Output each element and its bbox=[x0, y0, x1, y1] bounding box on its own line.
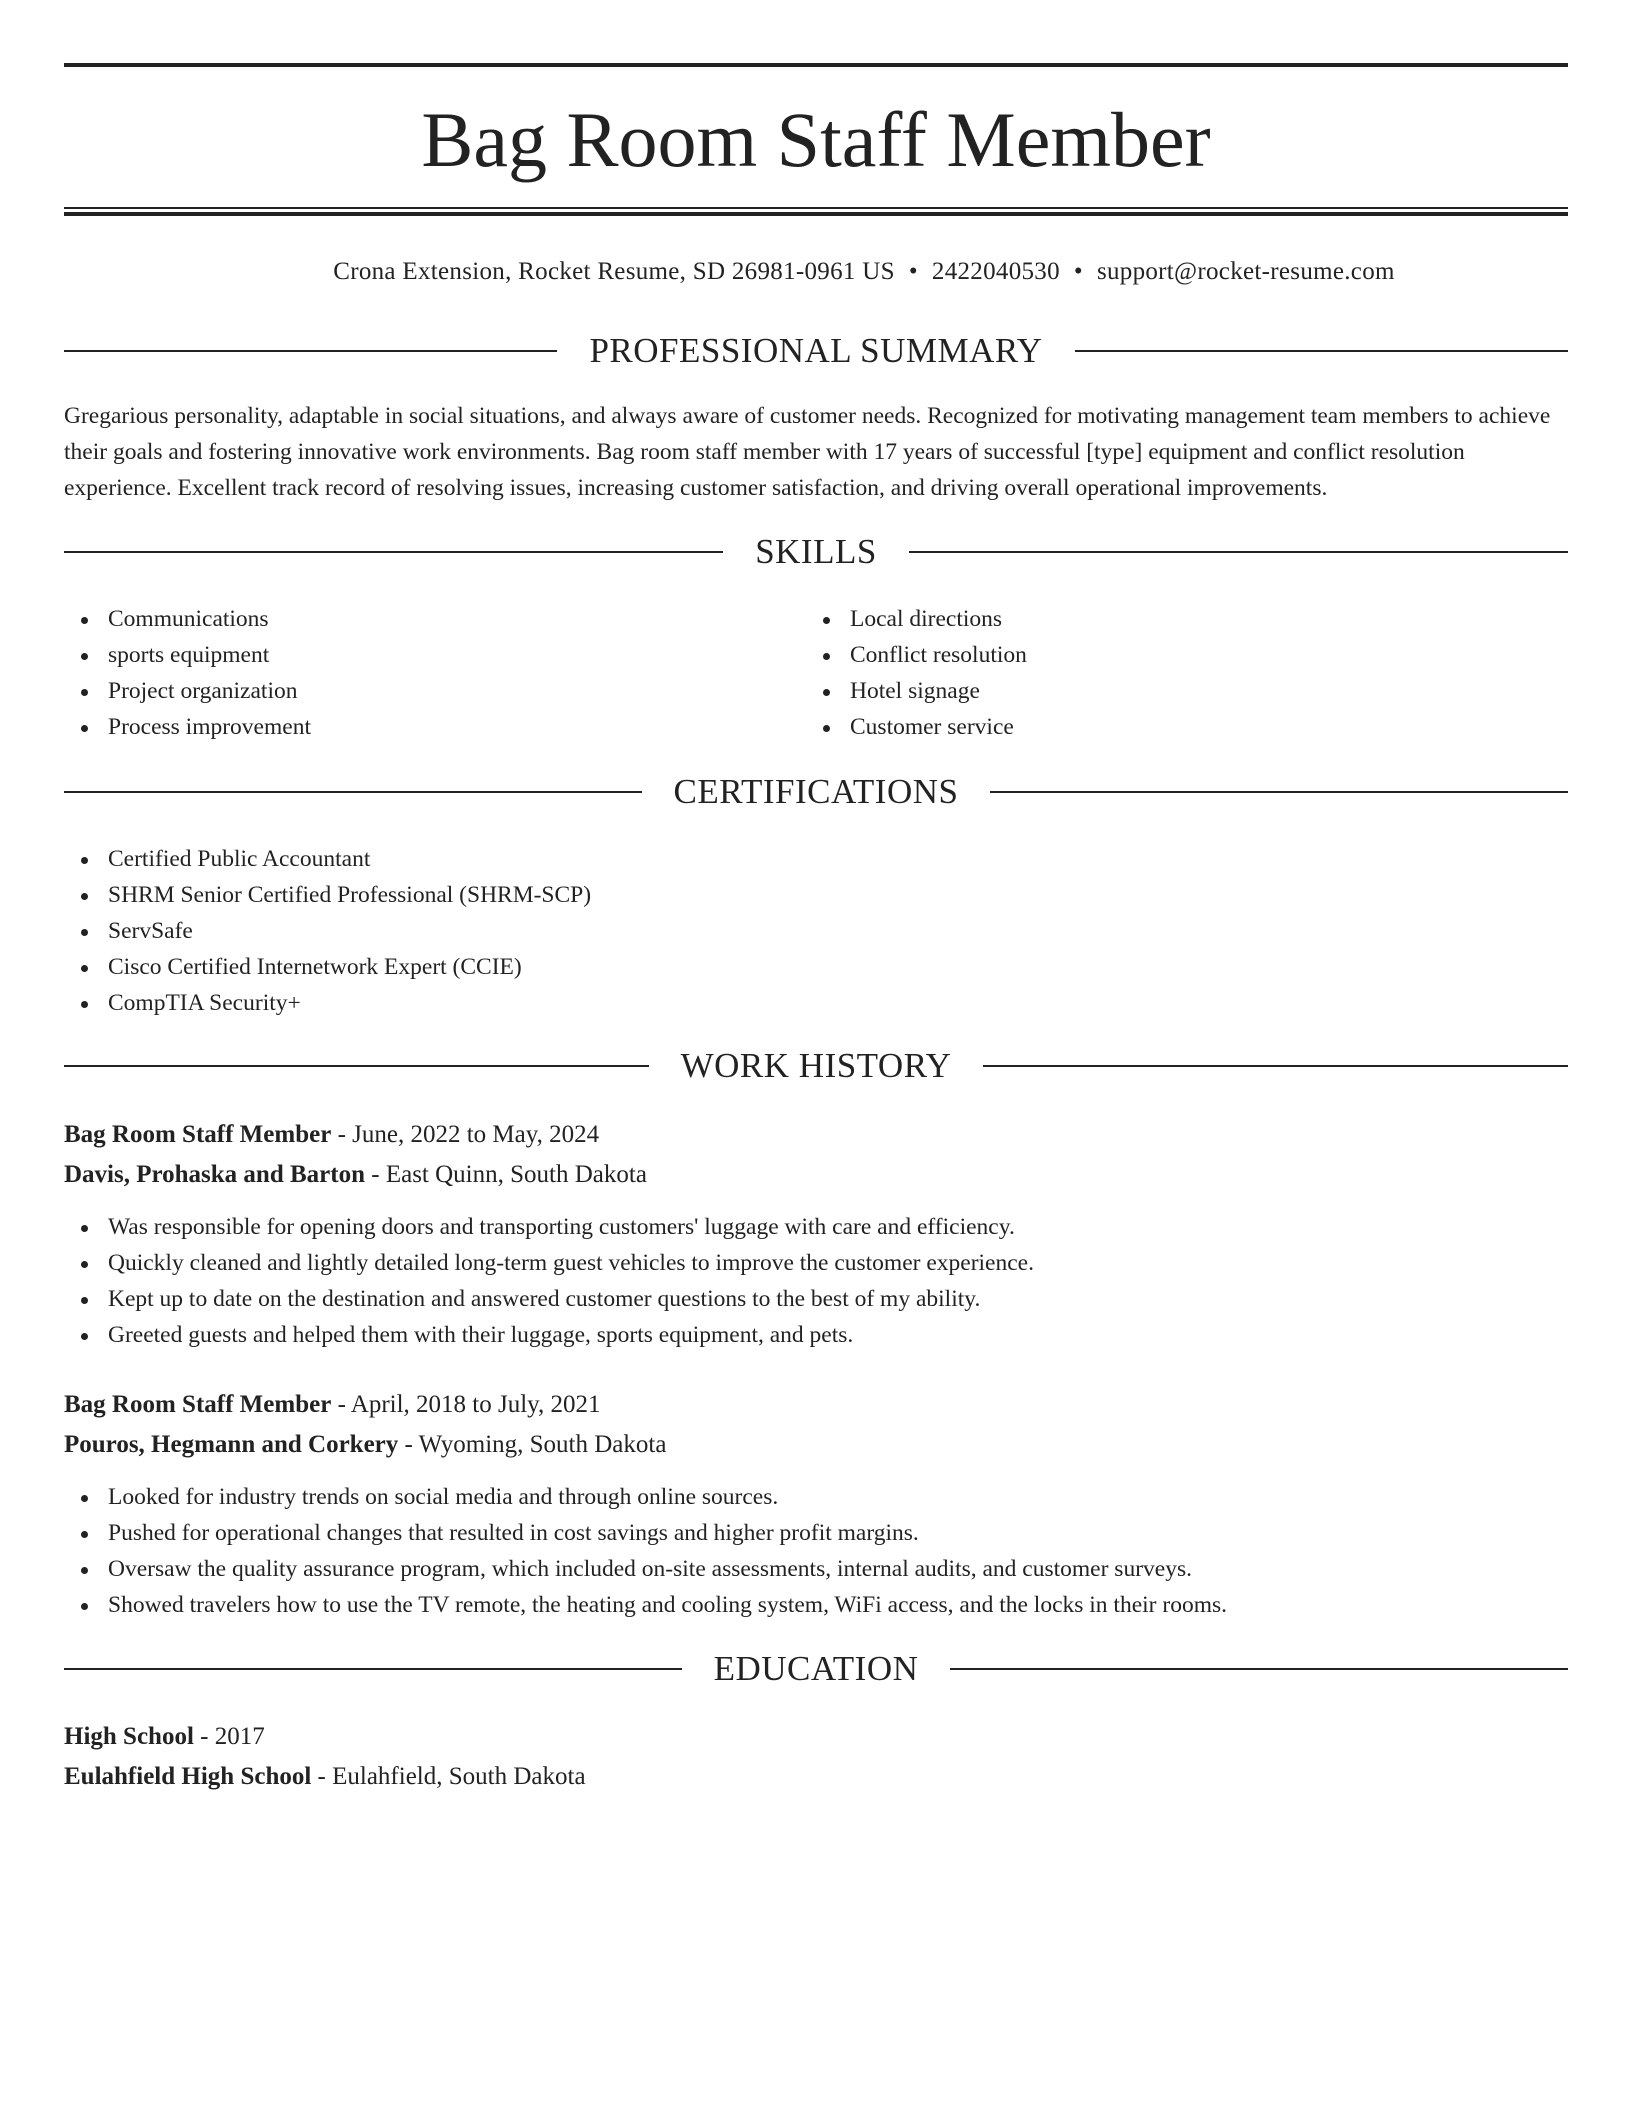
certification-item: SHRM Senior Certified Professional (SHRM-SCP) bbox=[64, 877, 1568, 913]
work-heading-title: WORK HISTORY bbox=[680, 1046, 952, 1085]
job-bullet: Oversaw the quality assurance program, which included on-site assessments, internal audits, and customer surveys. bbox=[64, 1551, 1568, 1587]
education-entry bbox=[64, 1717, 1568, 1797]
heading-rule bbox=[983, 1065, 1568, 1067]
job-bullet: Showed travelers how to use the TV remote, the heating and cooling system, WiFi access, and the locks in their rooms. bbox=[64, 1587, 1568, 1623]
job-company: Davis, Prohaska and Barton bbox=[64, 1161, 365, 1188]
job-bullet: Kept up to date on the destination and answered customer questions to the best of my ability. bbox=[64, 1281, 1568, 1317]
skill-item: Communications bbox=[64, 601, 311, 637]
education-location: - Eulahfield, South Dakota bbox=[311, 1763, 586, 1790]
job-bullet: Quickly cleaned and lightly detailed long-term guest vehicles to improve the customer experience. bbox=[64, 1245, 1568, 1281]
skill-item: Project organization bbox=[64, 673, 311, 709]
contact-line bbox=[56, 254, 1632, 290]
skill-item: Customer service bbox=[806, 709, 1027, 745]
certification-item: CompTIA Security+ bbox=[64, 985, 1568, 1021]
job-company-line bbox=[64, 1425, 1568, 1465]
certification-item: Cisco Certified Internetwork Expert (CCIE) bbox=[64, 949, 1568, 985]
double-rule bbox=[64, 207, 1568, 216]
contact-separator: • bbox=[908, 258, 918, 285]
certifications-heading bbox=[64, 770, 1568, 814]
job-location: - East Quinn, South Dakota bbox=[365, 1161, 647, 1188]
skill-item: Conflict resolution bbox=[806, 637, 1027, 673]
job-entry bbox=[64, 1385, 1568, 1465]
work-heading bbox=[64, 1044, 1568, 1088]
heading-rule bbox=[64, 791, 642, 793]
skills-list-right bbox=[806, 601, 1027, 745]
job-bullets bbox=[64, 1479, 1568, 1623]
job-bullets bbox=[64, 1209, 1568, 1353]
job-dates: - April, 2018 to July, 2021 bbox=[331, 1391, 601, 1418]
heading-rule bbox=[64, 1668, 682, 1670]
heading-rule bbox=[950, 1668, 1568, 1670]
education-year: - 2017 bbox=[193, 1723, 265, 1750]
job-bullet: Looked for industry trends on social media and through online sources. bbox=[64, 1479, 1568, 1515]
contact-email: support@rocket-resume.com bbox=[1096, 258, 1395, 285]
summary-heading-title: PROFESSIONAL SUMMARY bbox=[589, 331, 1043, 370]
contact-address: Crona Extension, Rocket Resume, SD 26981-0961 US bbox=[333, 258, 895, 285]
education-heading-title: EDUCATION bbox=[713, 1649, 919, 1688]
certification-item: ServSafe bbox=[64, 913, 1568, 949]
contact-phone: 2422040530 bbox=[931, 258, 1060, 285]
skill-item: sports equipment bbox=[64, 637, 311, 673]
education-degree: High School bbox=[64, 1723, 194, 1750]
education-school-line bbox=[64, 1757, 1568, 1797]
summary-heading bbox=[64, 329, 1568, 373]
skills-heading bbox=[64, 530, 1568, 574]
skill-item: Hotel signage bbox=[806, 673, 1027, 709]
skill-item: Local directions bbox=[806, 601, 1027, 637]
job-title: Bag Room Staff Member bbox=[64, 1121, 332, 1148]
skills-heading-title: SKILLS bbox=[755, 532, 877, 571]
contact-separator: • bbox=[1073, 258, 1083, 285]
job-entry bbox=[64, 1115, 1568, 1195]
heading-rule bbox=[990, 791, 1568, 793]
skills-list-left bbox=[64, 601, 311, 745]
job-title-line bbox=[64, 1385, 1568, 1425]
job-title-line bbox=[64, 1115, 1568, 1155]
heading-rule bbox=[64, 1065, 649, 1067]
job-bullet: Was responsible for opening doors and transporting customers' luggage with care and efficiency. bbox=[64, 1209, 1568, 1245]
job-title: Bag Room Staff Member bbox=[64, 1391, 332, 1418]
job-dates: - June, 2022 to May, 2024 bbox=[331, 1121, 600, 1148]
top-rule bbox=[64, 63, 1568, 67]
heading-rule bbox=[909, 551, 1568, 553]
job-company: Pouros, Hegmann and Corkery bbox=[64, 1431, 399, 1458]
heading-rule bbox=[64, 551, 723, 553]
education-school: Eulahfield High School bbox=[64, 1763, 312, 1790]
education-heading bbox=[64, 1647, 1568, 1691]
heading-rule bbox=[64, 350, 557, 352]
job-bullet: Pushed for operational changes that resulted in cost savings and higher profit margins. bbox=[64, 1515, 1568, 1551]
certifications-list bbox=[64, 841, 1568, 1021]
job-bullet: Greeted guests and helped them with their luggage, sports equipment, and pets. bbox=[64, 1317, 1568, 1353]
job-location: - Wyoming, South Dakota bbox=[398, 1431, 667, 1458]
education-degree-line bbox=[64, 1717, 1568, 1757]
certification-item: Certified Public Accountant bbox=[64, 841, 1568, 877]
certifications-heading-title: CERTIFICATIONS bbox=[673, 772, 959, 811]
job-company-line bbox=[64, 1155, 1568, 1195]
candidate-name: Bag Room Staff Member bbox=[421, 96, 1211, 183]
summary-text: Gregarious personality, adaptable in social situations, and always aware of customer needs. Recognized for motivating management team members to achieve their goals and fostering innovative work environments. Bag room staff member with 17 years of successful [type] equipment and conflict resolution experience. Excellent track record of resolving issues, increasing customer satisfaction, and driving overall operational improvements. bbox=[64, 403, 1551, 501]
skill-item: Process improvement bbox=[64, 709, 311, 745]
heading-rule bbox=[1075, 350, 1568, 352]
